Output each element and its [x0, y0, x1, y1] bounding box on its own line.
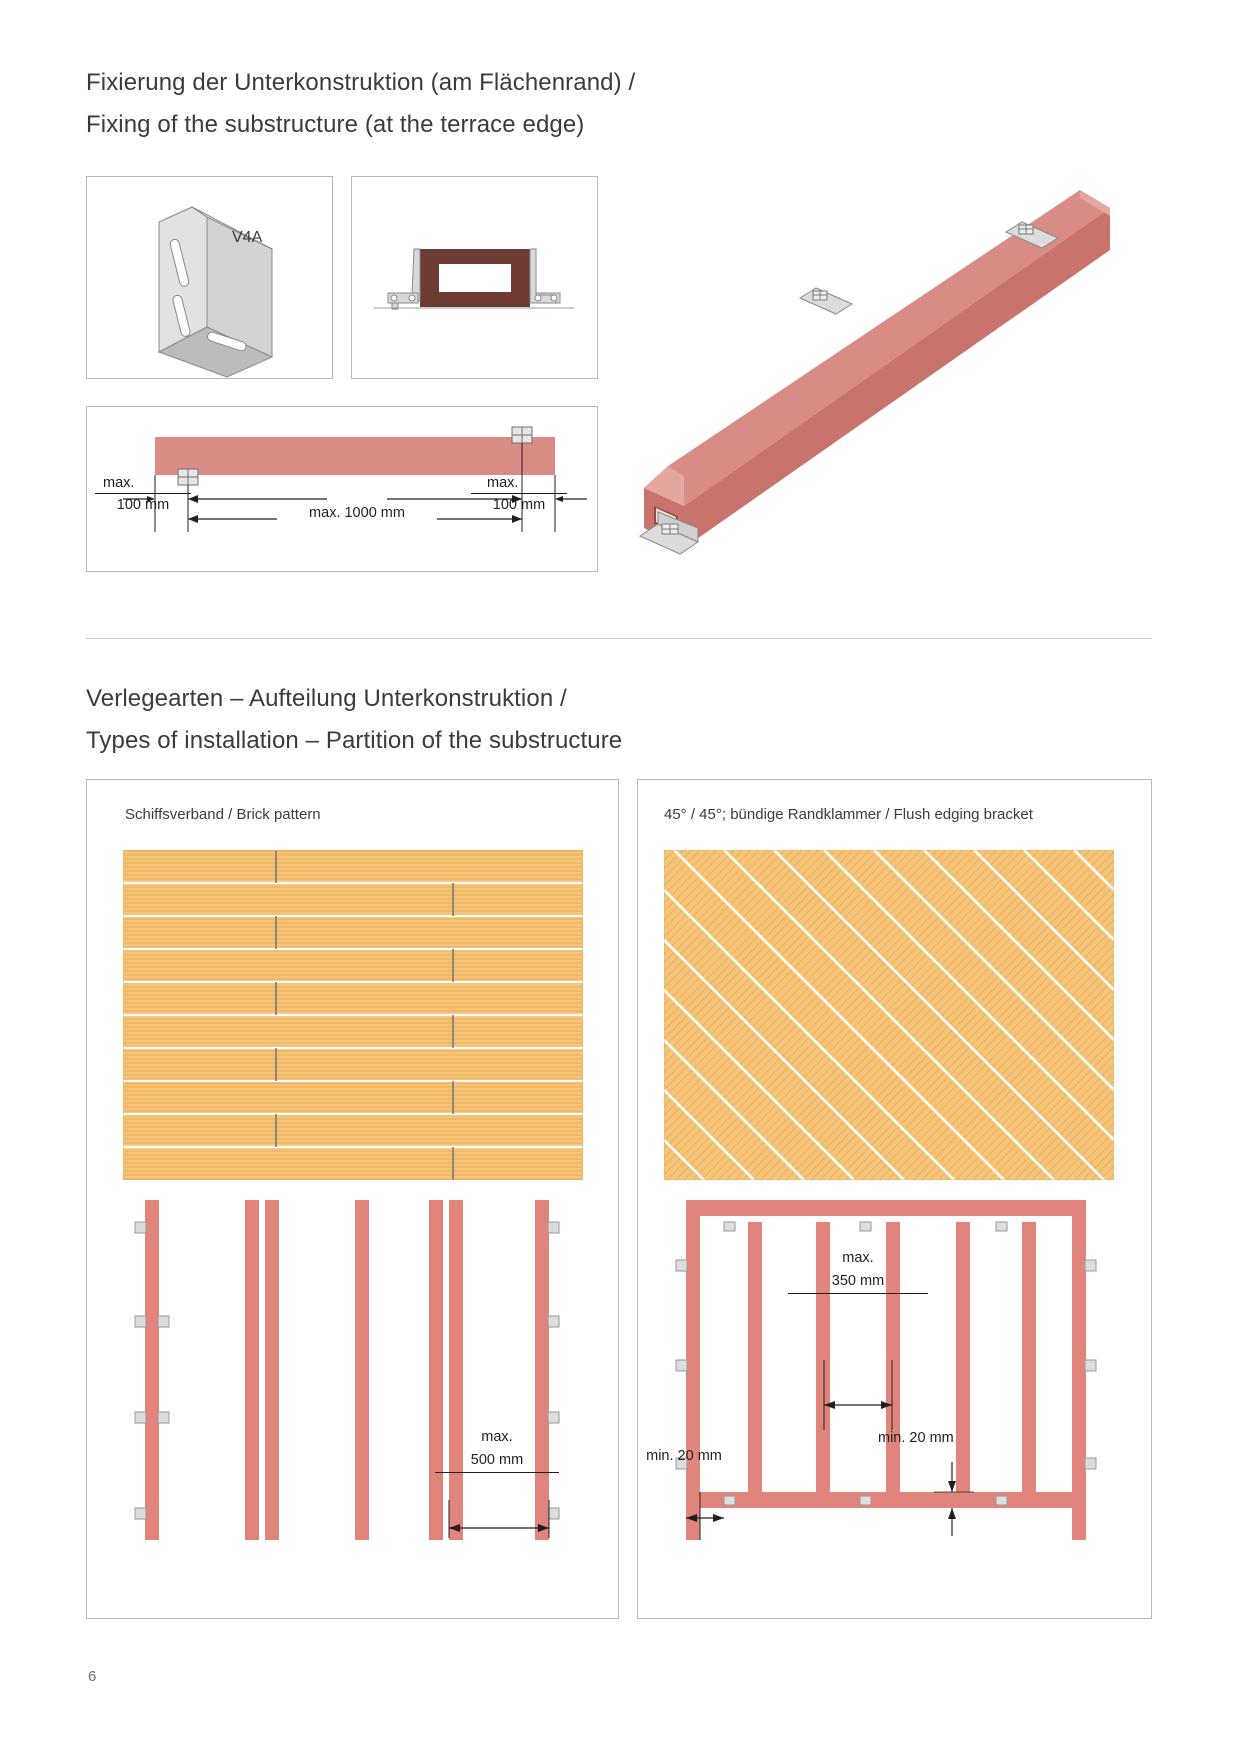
dim-max-left-value: 100 mm: [116, 497, 170, 513]
panel-45-degree: [637, 779, 1152, 1619]
dim-min20-left: min. 20 mm: [646, 1448, 722, 1464]
dim-min20-right: min. 20 mm: [878, 1430, 954, 1446]
spacing-diagram-box: [86, 406, 598, 572]
dim-350-label: max.: [842, 1250, 874, 1266]
dim-500-label: max.: [481, 1429, 513, 1445]
beam-front-view-drawing: [352, 177, 597, 378]
dim-max-left-label: max.: [103, 475, 135, 491]
bracket-illustration-box: [86, 176, 333, 379]
v4a-bracket-drawing: [87, 177, 332, 378]
panel-right-caption: 45° / 45°; bündige Randklammer / Flush edging bracket: [664, 806, 1033, 823]
dim-500-value: 500 mm: [470, 1452, 524, 1468]
bracket-label-v4a: V4A: [232, 229, 263, 246]
panel-brick-pattern: [86, 779, 619, 1619]
dim-span-label: max. 1000 mm: [277, 505, 437, 521]
diagonal-deck-drawing: [664, 850, 1114, 1180]
section1-title-en: Fixing of the substructure (at the terrace edge): [86, 111, 585, 138]
page-number: 6: [88, 1668, 97, 1685]
brick-pattern-substructure-drawing: [123, 1200, 583, 1540]
section1-title-de: Fixierung der Unterkonstruktion (am Flächenrand) /: [86, 69, 636, 96]
section2-title-de: Verlegearten – Aufteilung Unterkonstruktion /: [86, 685, 567, 712]
beam-3d-drawing: [610, 176, 1170, 576]
beam-front-view-box: [351, 176, 598, 379]
dim-max-right-label: max.: [487, 475, 519, 491]
brick-pattern-deck-drawing: [123, 850, 583, 1180]
panel-left-caption: Schiffsverband / Brick pattern: [125, 806, 321, 823]
section-divider: [86, 638, 1152, 639]
beam-3d-illustration: [610, 176, 1170, 576]
dim-350-value: 350 mm: [831, 1273, 885, 1289]
dim-max-right-value: 100 mm: [492, 497, 546, 513]
section2-title-en: Types of installation – Partition of the substructure: [86, 727, 623, 754]
